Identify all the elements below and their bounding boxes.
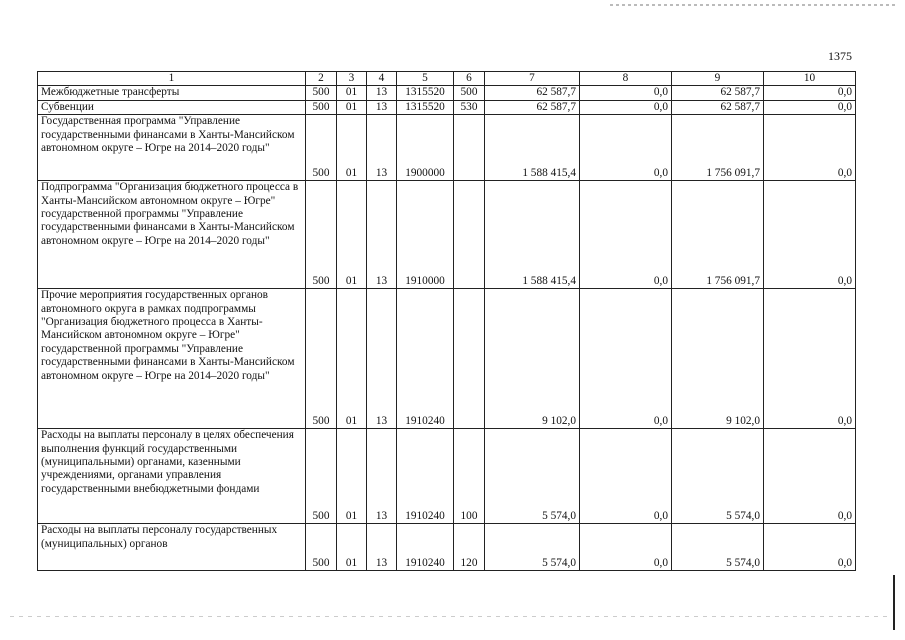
row-name: Межбюджетные трансферты — [38, 86, 306, 100]
cell-col9: 62 587,7 — [672, 86, 764, 100]
cell-col9: 5 574,0 — [672, 524, 764, 571]
table-row — [38, 100, 856, 114]
cell-col7: 62 587,7 — [485, 86, 580, 100]
cell-col10: 0,0 — [764, 100, 856, 114]
cell-col10: 0,0 — [764, 115, 856, 181]
cell-col5: 1315520 — [397, 100, 454, 114]
col-header-9: 9 — [672, 72, 764, 86]
cell-col5: 1910240 — [397, 524, 454, 571]
cell-col4: 13 — [367, 429, 397, 524]
cell-col8: 0,0 — [580, 289, 672, 429]
budget-table — [37, 71, 856, 571]
col-header-2: 2 — [306, 72, 337, 86]
cell-col8: 0,0 — [580, 429, 672, 524]
cell-col2: 500 — [306, 289, 337, 429]
row-name: Расходы на выплаты персоналу государственных (муниципальных) органов — [38, 524, 306, 571]
row-name: Прочие мероприятия государственных органов автономного округа в рамках подпрограммы "Организация бюджетного процесса в Ханты-Мансийском автономном округе – Югре" государственной программы "Управление государственными финансами в Ханты-Мансийском автономном округе – Югре на 2014–2020 годы" — [38, 289, 306, 429]
cell-col10: 0,0 — [764, 86, 856, 100]
cell-col5: 1910000 — [397, 181, 454, 289]
cell-col2: 500 — [306, 524, 337, 571]
cell-col8: 0,0 — [580, 100, 672, 114]
scan-artifact-bottom — [10, 616, 890, 617]
cell-col10: 0,0 — [764, 524, 856, 571]
cell-col4: 13 — [367, 289, 397, 429]
cell-col8: 0,0 — [580, 524, 672, 571]
col-header-5: 5 — [397, 72, 454, 86]
col-header-4: 4 — [367, 72, 397, 86]
cell-col7: 62 587,7 — [485, 100, 580, 114]
cell-col2: 500 — [306, 86, 337, 100]
cell-col6 — [454, 181, 485, 289]
table-row — [38, 115, 856, 181]
header-row — [38, 72, 856, 86]
col-header-7: 7 — [485, 72, 580, 86]
cell-col8: 0,0 — [580, 181, 672, 289]
cell-col6 — [454, 115, 485, 181]
cell-col4: 13 — [367, 86, 397, 100]
cell-col9: 5 574,0 — [672, 429, 764, 524]
col-header-6: 6 — [454, 72, 485, 86]
table-row — [38, 181, 856, 289]
cell-col7: 9 102,0 — [485, 289, 580, 429]
scan-artifact-top — [610, 4, 895, 6]
col-header-10: 10 — [764, 72, 856, 86]
cell-col3: 01 — [337, 429, 367, 524]
cell-col6: 120 — [454, 524, 485, 571]
cell-col2: 500 — [306, 429, 337, 524]
cell-col3: 01 — [337, 100, 367, 114]
table-row — [38, 524, 856, 571]
table-row — [38, 429, 856, 524]
page-number: 1375 — [828, 49, 852, 63]
cell-col9: 9 102,0 — [672, 289, 764, 429]
cell-col8: 0,0 — [580, 86, 672, 100]
cell-col4: 13 — [367, 181, 397, 289]
cell-col5: 1910240 — [397, 429, 454, 524]
cell-col8: 0,0 — [580, 115, 672, 181]
cell-col9: 1 756 091,7 — [672, 115, 764, 181]
cell-col5: 1315520 — [397, 86, 454, 100]
cell-col7: 5 574,0 — [485, 429, 580, 524]
cell-col10: 0,0 — [764, 429, 856, 524]
cell-col2: 500 — [306, 181, 337, 289]
col-header-3: 3 — [337, 72, 367, 86]
cell-col5: 1900000 — [397, 115, 454, 181]
table-row — [38, 86, 856, 100]
row-name: Государственная программа "Управление государственными финансами в Ханты-Мансийском автономном округе – Югре на 2014–2020 годы" — [38, 115, 306, 181]
cell-col6: 100 — [454, 429, 485, 524]
cell-col7: 1 588 415,4 — [485, 181, 580, 289]
cell-col9: 62 587,7 — [672, 100, 764, 114]
cell-col4: 13 — [367, 524, 397, 571]
col-header-1: 1 — [38, 72, 306, 86]
row-name: Расходы на выплаты персоналу в целях обеспечения выполнения функций государственными (муниципальными) органами, казенными учреждениями, органами управления государственными внебюджетными фондами — [38, 429, 306, 524]
cell-col6 — [454, 289, 485, 429]
cell-col10: 0,0 — [764, 181, 856, 289]
scan-edge-mark — [893, 575, 895, 630]
cell-col4: 13 — [367, 100, 397, 114]
table-row — [38, 289, 856, 429]
cell-col2: 500 — [306, 115, 337, 181]
cell-col2: 500 — [306, 100, 337, 114]
col-header-8: 8 — [580, 72, 672, 86]
cell-col4: 13 — [367, 115, 397, 181]
cell-col10: 0,0 — [764, 289, 856, 429]
cell-col3: 01 — [337, 115, 367, 181]
cell-col5: 1910240 — [397, 289, 454, 429]
cell-col7: 1 588 415,4 — [485, 115, 580, 181]
cell-col3: 01 — [337, 289, 367, 429]
cell-col3: 01 — [337, 524, 367, 571]
cell-col6: 530 — [454, 100, 485, 114]
budget-table-container — [37, 71, 855, 571]
cell-col9: 1 756 091,7 — [672, 181, 764, 289]
cell-col3: 01 — [337, 86, 367, 100]
cell-col7: 5 574,0 — [485, 524, 580, 571]
row-name: Подпрограмма "Организация бюджетного процесса в Ханты-Мансийском автономном округе – Югре" государственной программы "Управление государственными финансами в Ханты-Мансийском автономном округе – Югре на 2014–2020 годы" — [38, 181, 306, 289]
cell-col6: 500 — [454, 86, 485, 100]
row-name: Субвенции — [38, 100, 306, 114]
cell-col3: 01 — [337, 181, 367, 289]
